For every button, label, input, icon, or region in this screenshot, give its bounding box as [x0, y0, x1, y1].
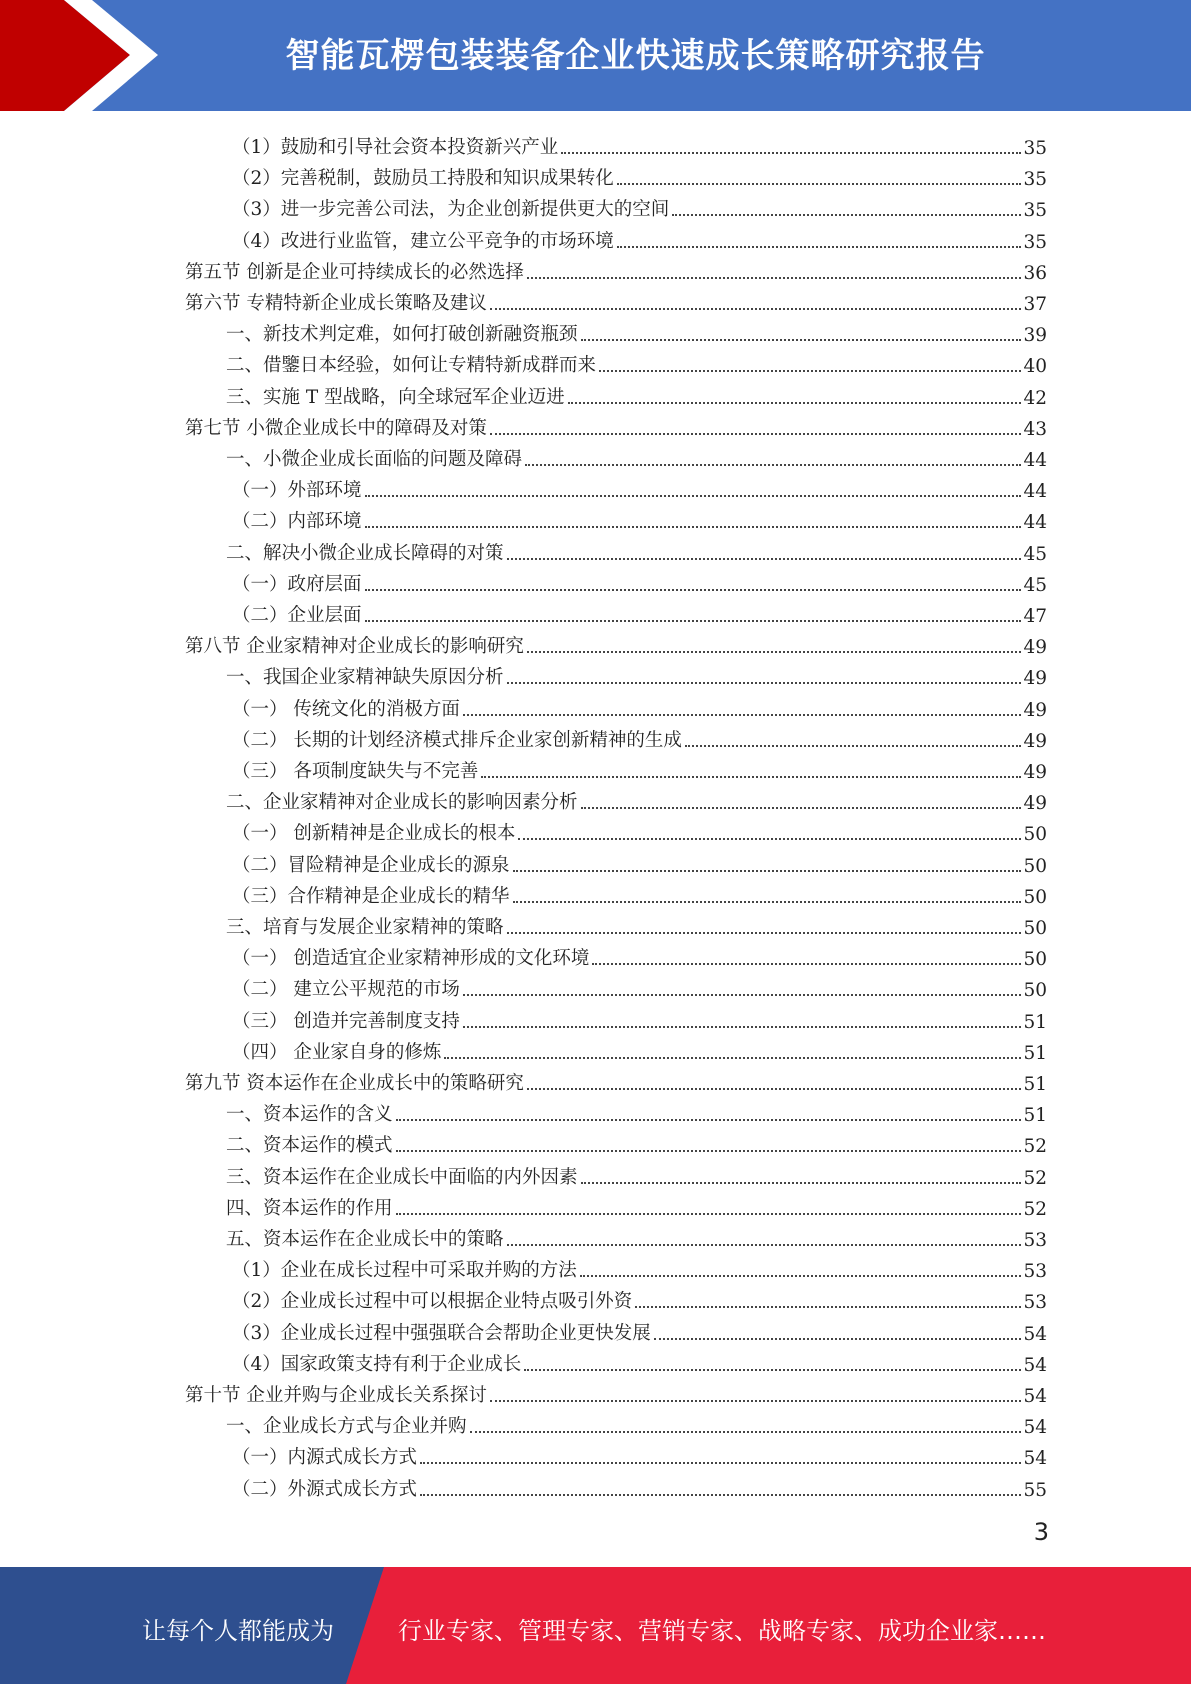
toc-leader-dots — [617, 245, 1022, 248]
toc-entry[interactable] — [232, 721, 1047, 752]
toc-entry-page: 52 — [1023, 1167, 1047, 1189]
toc-entry-title: （3）企业成长过程中强强联合会帮助企业更快发展 — [232, 1322, 651, 1344]
toc-entry[interactable] — [232, 190, 1047, 221]
toc-entry[interactable] — [226, 908, 1047, 939]
toc-entry-title: （4）国家政策支持有利于企业成长 — [232, 1353, 522, 1375]
toc-leader-dots — [507, 931, 1022, 934]
toc-entry-title: （四） 企业家自身的修炼 — [232, 1041, 442, 1063]
toc-entry[interactable] — [232, 1314, 1047, 1345]
toc-entry-title: （2）完善税制，鼓励员工持股和知识成果转化 — [232, 168, 614, 190]
toc-entry-page: 50 — [1023, 980, 1047, 1002]
toc-entry[interactable] — [226, 1095, 1047, 1126]
toc-entry-page: 35 — [1023, 200, 1047, 222]
toc-entry-page: 37 — [1023, 294, 1047, 315]
toc-leader-dots — [513, 900, 1022, 903]
toc-leader-dots — [581, 806, 1022, 809]
toc-entry-title: 四、资本运作的作用 — [226, 1197, 393, 1219]
toc-entry-page: 54 — [1023, 1354, 1047, 1376]
toc-entry-page: 44 — [1023, 512, 1047, 534]
toc-entry[interactable] — [226, 658, 1047, 689]
toc-entry[interactable] — [232, 565, 1047, 596]
toc-leader-dots — [561, 151, 1021, 154]
toc-entry[interactable] — [226, 783, 1047, 814]
toc-leader-dots — [396, 1212, 1022, 1215]
toc-entry-title: （二）外源式成长方式 — [232, 1478, 418, 1500]
toc-leader-dots — [527, 650, 1022, 653]
toc-entry[interactable] — [226, 1158, 1047, 1189]
toc-entry-page: 49 — [1023, 699, 1047, 721]
toc-entry-page: 53 — [1023, 1261, 1047, 1283]
toc-entry-page: 54 — [1023, 1323, 1047, 1345]
toc-entry-page: 49 — [1023, 793, 1047, 815]
toc-entry-page: 50 — [1023, 855, 1047, 877]
toc-entry-page: 35 — [1023, 138, 1047, 159]
toc-entry[interactable] — [232, 1345, 1047, 1376]
toc-leader-dots — [581, 338, 1022, 341]
toc-entry-page: 53 — [1023, 1230, 1047, 1251]
toc-entry-title: （二） 建立公平规范的市场 — [232, 979, 460, 1001]
toc-entry-page: 50 — [1023, 918, 1047, 939]
toc-entry-page: 49 — [1023, 668, 1047, 690]
toc-entry-page: 35 — [1023, 231, 1047, 253]
toc-entry-title: （三） 各项制度缺失与不完善 — [232, 761, 479, 782]
toc-entry-title: （2）企业成长过程中可以根据企业特点吸引外资 — [232, 1291, 633, 1313]
toc-leader-dots — [685, 744, 1022, 747]
toc-entry-page: 50 — [1023, 949, 1047, 971]
toc-entry[interactable] — [232, 752, 1047, 783]
toc-entry[interactable] — [185, 1064, 1047, 1095]
toc-entry[interactable] — [232, 128, 1047, 159]
toc-leader-dots — [580, 1274, 1022, 1277]
page-footer — [0, 1567, 1191, 1684]
toc-entry-title: 第八节 企业家精神对企业成长的影响研究 — [185, 636, 524, 658]
toc-entry-page: 45 — [1023, 543, 1047, 565]
toc-entry-page: 53 — [1023, 1292, 1047, 1314]
toc-entry[interactable] — [232, 1438, 1047, 1469]
toc-entry-page: 40 — [1023, 356, 1047, 378]
toc-entry-title: （1）鼓励和引导社会资本投资新兴产业 — [232, 137, 559, 158]
toc-entry[interactable] — [232, 502, 1047, 533]
toc-entry-title: 一、新技术判定难，如何打破创新融资瓶颈 — [226, 324, 578, 346]
toc-entry-page: 51 — [1023, 1042, 1047, 1064]
toc-leader-dots — [527, 276, 1022, 279]
toc-entry[interactable] — [232, 1002, 1047, 1033]
toc-entry[interactable] — [232, 1470, 1047, 1501]
toc-entry[interactable] — [226, 346, 1047, 377]
toc-leader-dots — [490, 1399, 1022, 1402]
toc-entry-page: 45 — [1023, 574, 1047, 596]
toc-entry-title: 第六节 专精特新企业成长策略及建议 — [185, 293, 487, 314]
toc-entry-title: 一、资本运作的含义 — [226, 1104, 393, 1126]
toc-entry-page: 54 — [1023, 1386, 1047, 1407]
toc-entry-title: （一）内源式成长方式 — [232, 1447, 418, 1469]
toc-entry-title: （三） 创造并完善制度支持 — [232, 1010, 460, 1032]
toc-leader-dots — [568, 401, 1022, 404]
toc-entry-page: 51 — [1023, 1011, 1047, 1033]
toc-leader-dots — [592, 962, 1021, 965]
toc-leader-dots — [672, 213, 1021, 216]
toc-entry-page: 52 — [1023, 1198, 1047, 1220]
toc-entry-title: （一） 传统文化的消极方面 — [232, 698, 460, 720]
toc-entry-page: 51 — [1023, 1105, 1047, 1127]
toc-leader-dots — [420, 1461, 1021, 1464]
toc-entry-title: （3）进一步完善公司法，为企业创新提供更大的空间 — [232, 199, 670, 221]
toc-entry[interactable] — [232, 222, 1047, 253]
toc-leader-dots — [470, 1430, 1022, 1433]
toc-entry[interactable] — [232, 1251, 1047, 1282]
toc-leader-dots — [581, 1181, 1022, 1184]
toc-entry-page: 49 — [1023, 730, 1047, 752]
toc-entry-title: 二、借鑒日本经验，如何让专精特新成群而来 — [226, 355, 597, 377]
toc-entry[interactable] — [232, 877, 1047, 908]
toc-entry-title: 一、小微企业成长面临的问题及障碍 — [226, 449, 523, 470]
toc-entry-title: （一）政府层面 — [232, 573, 362, 595]
toc-entry-page: 39 — [1023, 325, 1047, 347]
toc-entry[interactable] — [226, 440, 1047, 471]
toc-entry-page: 43 — [1023, 418, 1047, 440]
toc-entry[interactable] — [232, 1282, 1047, 1313]
toc-leader-dots — [513, 869, 1022, 872]
toc-entry[interactable] — [185, 627, 1047, 658]
toc-entry-page: 54 — [1023, 1417, 1047, 1439]
toc-leader-dots — [635, 1305, 1021, 1308]
toc-leader-dots — [507, 681, 1022, 684]
toc-leader-dots — [599, 369, 1021, 372]
toc-entry-title: 第十节 企业并购与企业成长关系探讨 — [185, 1385, 487, 1406]
toc-entry[interactable] — [232, 939, 1047, 970]
toc-entry-page: 51 — [1023, 1074, 1047, 1095]
toc-entry-title: （一） 创造适宜企业家精神形成的文化环境 — [232, 948, 590, 970]
toc-entry[interactable] — [226, 534, 1047, 565]
toc-leader-dots — [463, 993, 1022, 996]
toc-leader-dots — [365, 619, 1022, 622]
toc-entry[interactable] — [226, 1126, 1047, 1157]
toc-entry-title: 三、资本运作在企业成长中面临的内外因素 — [226, 1166, 578, 1188]
toc-leader-dots — [365, 494, 1022, 497]
toc-entry-title: （三）合作精神是企业成长的精华 — [232, 885, 510, 907]
toc-entry-title: 一、企业成长方式与企业并购 — [226, 1416, 467, 1438]
toc-entry-page: 49 — [1023, 637, 1047, 659]
toc-entry[interactable] — [185, 253, 1047, 284]
toc-entry[interactable] — [232, 1033, 1047, 1064]
toc-leader-dots — [617, 182, 1022, 185]
toc-entry-page: 55 — [1023, 1479, 1047, 1501]
toc-entry[interactable] — [232, 814, 1047, 845]
toc-entry-page: 44 — [1023, 450, 1047, 471]
toc-leader-dots — [490, 307, 1022, 310]
toc-entry[interactable] — [226, 378, 1047, 409]
toc-entry-title: 第九节 资本运作在企业成长中的策略研究 — [185, 1073, 524, 1094]
report-title: 智能瓦楞包装装备企业快速成长策略研究报告 — [285, 36, 986, 76]
toc-entry[interactable] — [226, 1220, 1047, 1251]
toc-entry[interactable] — [185, 284, 1047, 315]
toc-entry-title: 五、资本运作在企业成长中的策略 — [226, 1229, 504, 1250]
toc-leader-dots — [444, 1056, 1021, 1059]
footer-slogan-left: 让每个人都能成为 — [142, 1617, 334, 1645]
toc-leader-dots — [420, 1493, 1021, 1496]
toc-leader-dots — [396, 1149, 1022, 1152]
toc-entry-title: 二、解决小微企业成长障碍的对策 — [226, 542, 504, 564]
toc-leader-dots — [481, 775, 1021, 778]
toc-entry[interactable] — [232, 690, 1047, 721]
toc-entry[interactable] — [232, 970, 1047, 1001]
toc-entry-page: 52 — [1023, 1136, 1047, 1158]
toc-entry-title: 三、实施 T 型战略，向全球冠军企业迈进 — [226, 386, 565, 408]
page-header — [0, 0, 1191, 111]
toc-entry-title: （一）外部环境 — [232, 480, 362, 502]
toc-leader-dots — [490, 432, 1022, 435]
toc-entry[interactable] — [226, 315, 1047, 346]
toc-leader-dots — [507, 1243, 1022, 1246]
toc-entry-title: （二）冒险精神是企业成长的源泉 — [232, 854, 510, 876]
page-number: 3 — [1033, 1518, 1049, 1546]
toc-entry[interactable] — [226, 1189, 1047, 1220]
toc-leader-dots — [396, 1118, 1022, 1121]
toc-entry[interactable] — [232, 471, 1047, 502]
toc-entry-page: 50 — [1023, 824, 1047, 846]
toc-entry-page: 50 — [1023, 886, 1047, 908]
toc-entry[interactable] — [232, 846, 1047, 877]
toc-entry-title: （二）内部环境 — [232, 511, 362, 533]
toc-entry[interactable] — [226, 1407, 1047, 1438]
toc-entry-title: （二） 长期的计划经济模式排斥企业家创新精神的生成 — [232, 729, 682, 751]
toc-entry-page: 54 — [1023, 1448, 1047, 1470]
footer-slogan-right: 行业专家、管理专家、营销专家、战略专家、成功企业家…… — [398, 1617, 1046, 1645]
toc-leader-dots — [654, 1337, 1022, 1340]
toc-entry-title: 二、企业家精神对企业成长的影响因素分析 — [226, 792, 578, 814]
toc-entry-page: 42 — [1023, 387, 1047, 409]
toc-entry-title: 第七节 小微企业成长中的障碍及对策 — [185, 417, 487, 439]
toc-entry-title: 第五节 创新是企业可持续成长的必然选择 — [185, 261, 524, 283]
toc-entry-page: 49 — [1023, 762, 1047, 783]
toc-leader-dots — [518, 837, 1021, 840]
toc-entry-title: 一、我国企业家精神缺失原因分析 — [226, 667, 504, 689]
toc-entry-title: 二、资本运作的模式 — [226, 1135, 393, 1157]
toc-leader-dots — [524, 1368, 1021, 1371]
toc-entry-page: 36 — [1023, 262, 1047, 284]
toc-leader-dots — [463, 1025, 1022, 1028]
toc-entry-page: 47 — [1023, 606, 1047, 627]
toc-entry-page: 44 — [1023, 481, 1047, 503]
toc-leader-dots — [507, 557, 1022, 560]
toc-entry-title: （4）改进行业监管，建立公平竞争的市场环境 — [232, 230, 614, 252]
toc-entry-title: （二）企业层面 — [232, 605, 362, 626]
toc-entry[interactable] — [232, 596, 1047, 627]
toc-leader-dots — [527, 1087, 1022, 1090]
toc-leader-dots — [525, 463, 1021, 466]
toc-leader-dots — [365, 525, 1022, 528]
toc-leader-dots — [365, 588, 1022, 591]
toc-entry-page: 35 — [1023, 169, 1047, 191]
toc-entry-title: （1）企业在成长过程中可采取并购的方法 — [232, 1260, 577, 1282]
toc-entry-title: （一） 创新精神是企业成长的根本 — [232, 823, 516, 845]
toc-entry-title: 三、培育与发展企业家精神的策略 — [226, 917, 504, 938]
toc-leader-dots — [463, 713, 1022, 716]
toc-entry[interactable] — [185, 1376, 1047, 1407]
toc-entry[interactable] — [185, 409, 1047, 440]
toc-entry[interactable] — [232, 159, 1047, 190]
